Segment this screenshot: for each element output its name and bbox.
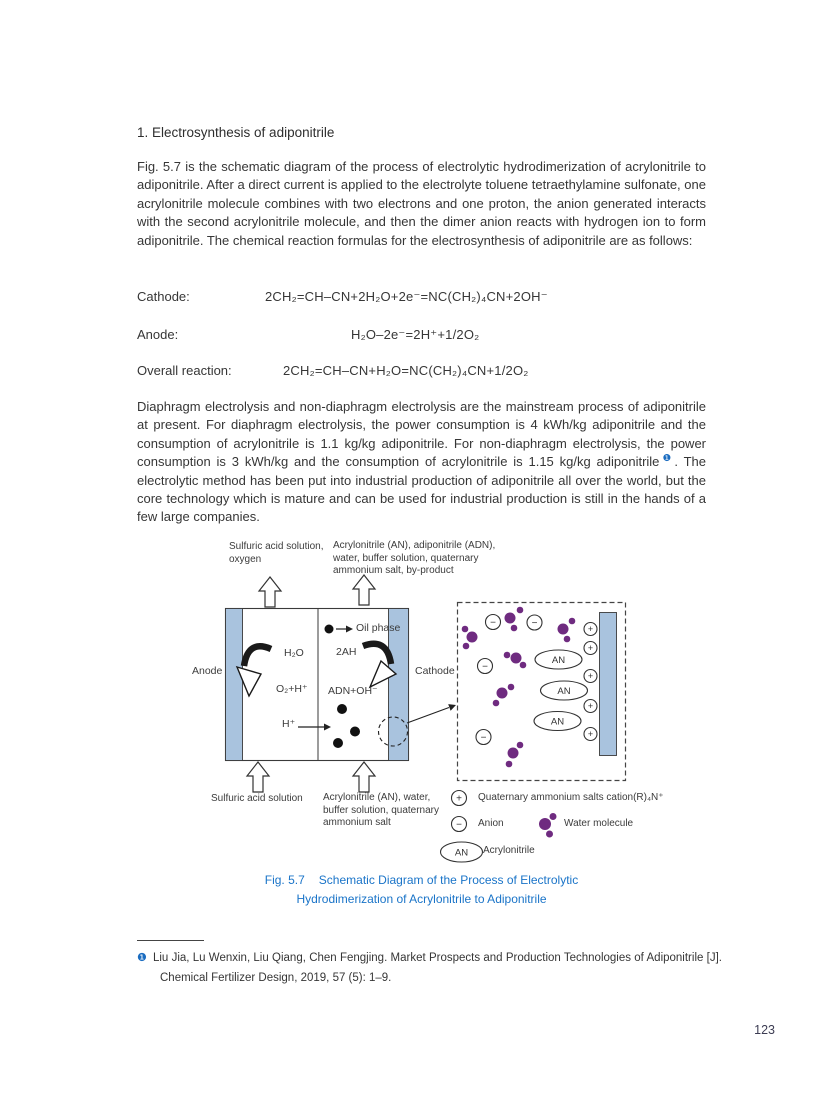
svg-text:+: +	[587, 624, 594, 634]
equation-formula: 2CH₂=CH–CN+2H₂O+2e⁻=NC(CH₂)₄CN+2OH⁻	[265, 289, 548, 304]
paragraph-intro: Fig. 5.7 is the schematic diagram of the process of electrolytic hydrodimerization of acrylonitrile to adiponitrile. After a direct current is applied to the electrolyte toluene tetraethylamine sulfonate, one acrylonitrile molecule combines with two electrons and one proton, the anion generated interacts with the second acrylonitrile molecule, and then the dimer anion reacts with hydrogen ion to form adiponitrile. The chemical reaction formulas for the electrosynthesis of adiponitrile are as follows:	[137, 159, 706, 248]
label-2ah: 2AH	[336, 646, 357, 658]
label-anode-inflow: Sulfuric acid solution	[211, 793, 303, 804]
svg-text:−: −	[531, 618, 538, 629]
equation-label: Cathode:	[137, 289, 190, 304]
label-h-plus: H⁺	[282, 718, 296, 730]
svg-text:−: −	[480, 732, 487, 744]
equation-formula: 2CH₂=CH–CN+H₂O=NC(CH₂)₄CN+1/2O₂	[283, 363, 529, 378]
detail-electrode	[600, 613, 617, 756]
paragraph-processes	[137, 398, 706, 527]
equation-overall	[137, 363, 706, 381]
svg-text:AN: AN	[557, 686, 571, 697]
inflow-arrow-mid	[353, 762, 375, 792]
footnote	[137, 949, 722, 988]
legend-water-label: Water molecule	[564, 818, 634, 829]
figure-caption	[137, 871, 706, 908]
section-heading: 1. Electrosynthesis of adiponitrile	[137, 125, 335, 140]
equation-cathode	[137, 289, 706, 307]
paragraph-text: . The electrolytic method has been put into industrial production of adiponitrile all over the world, but the core technology which is mature and can be used for industrial production is still in the hands of a few large companies.	[137, 454, 706, 525]
equation-label: Overall reaction:	[137, 363, 232, 378]
label-anode: Anode	[192, 665, 223, 677]
legend-anion-label: Anion	[478, 818, 504, 829]
footnote-divider	[137, 940, 204, 941]
svg-text:−: −	[482, 661, 488, 673]
label-o2-h: O₂+H⁺	[276, 683, 308, 695]
paragraph-text: Diaphragm electrolysis and non-diaphragm electrolysis are the mainstream process of adiponitrile at present. For diaphragm electrolysis, the power consumption is 4 kWh/kg adiponitrile and the consumption of acrylonitrile is 1.1 kg/kg adiponitrile. For non-diaphragm electrolysis, the power consumption is 3 kWh/kg and the consumption of acrylonitrile is 1.15 kg/kg adiponitrile	[137, 399, 706, 470]
caption-line2: Hydrodimerization of Acrylonitrile to Adiponitrile	[296, 891, 547, 906]
outflow-arrow-left	[259, 577, 281, 607]
equation-formula: H₂O–2e⁻=2H⁺+1/2O₂	[351, 327, 480, 342]
inflow-arrow-left	[247, 762, 269, 792]
outflow-arrow-mid	[353, 575, 375, 605]
legend-acrylonitrile-label: Acrylonitrile	[483, 845, 535, 856]
svg-text:AN: AN	[550, 716, 565, 728]
label-anode-outflow: Sulfuric acid solution, oxygen	[229, 541, 324, 565]
page-number: 123	[754, 1023, 775, 1037]
acrylonitrile-ellipses	[534, 650, 588, 731]
figure-number: Fig. 5.7	[264, 873, 305, 887]
svg-text:+: +	[587, 643, 594, 653]
svg-text:−: −	[456, 819, 462, 831]
footnote-ref-marker: ❶	[660, 452, 674, 464]
footnote-text: Liu Jia, Lu Wenxin, Liu Qiang, Chen Fengjing. Market Prospects and Production Technologies of Adiponitrile [J]. Chemical Fertilizer Design, 2019, 57 (5): 1–9.	[152, 952, 722, 984]
label-cathode: Cathode	[415, 665, 455, 677]
equation-anode	[137, 327, 706, 345]
svg-text:+: +	[587, 701, 594, 711]
svg-text:AN: AN	[454, 847, 469, 859]
legend-cation-label: Quaternary ammonium salts cation(R)₄N⁺	[478, 792, 664, 803]
label-oil-phase: Oil phase	[356, 622, 401, 634]
label-cathode-outflow: Acrylonitrile (AN), adiponitrile (ADN), water, buffer solution, quaternary ammonium salt, by-product	[333, 540, 496, 576]
svg-text:−: −	[490, 617, 496, 629]
legend-anion-icon	[452, 817, 467, 832]
legend-cation-icon	[452, 791, 467, 806]
legend-acrylonitrile-icon	[441, 842, 483, 862]
caption-line1: Schematic Diagram of the Process of Electrolytic	[318, 873, 579, 887]
svg-text:AN: AN	[551, 655, 566, 666]
equation-label: Anode:	[137, 327, 179, 342]
legend-water-icon	[539, 813, 557, 838]
label-cathode-inflow: Acrylonitrile (AN), water, buffer solution, quaternary ammonium salt	[323, 792, 440, 828]
anode-electrode	[226, 609, 243, 761]
footnote-marker: ❶	[137, 952, 147, 964]
svg-text:+: +	[587, 671, 594, 681]
svg-text:+: +	[587, 729, 594, 739]
label-adn-oh: ADN+OH⁻	[328, 685, 378, 697]
svg-text:+: +	[456, 793, 462, 805]
label-h2o: H₂O	[284, 647, 304, 659]
